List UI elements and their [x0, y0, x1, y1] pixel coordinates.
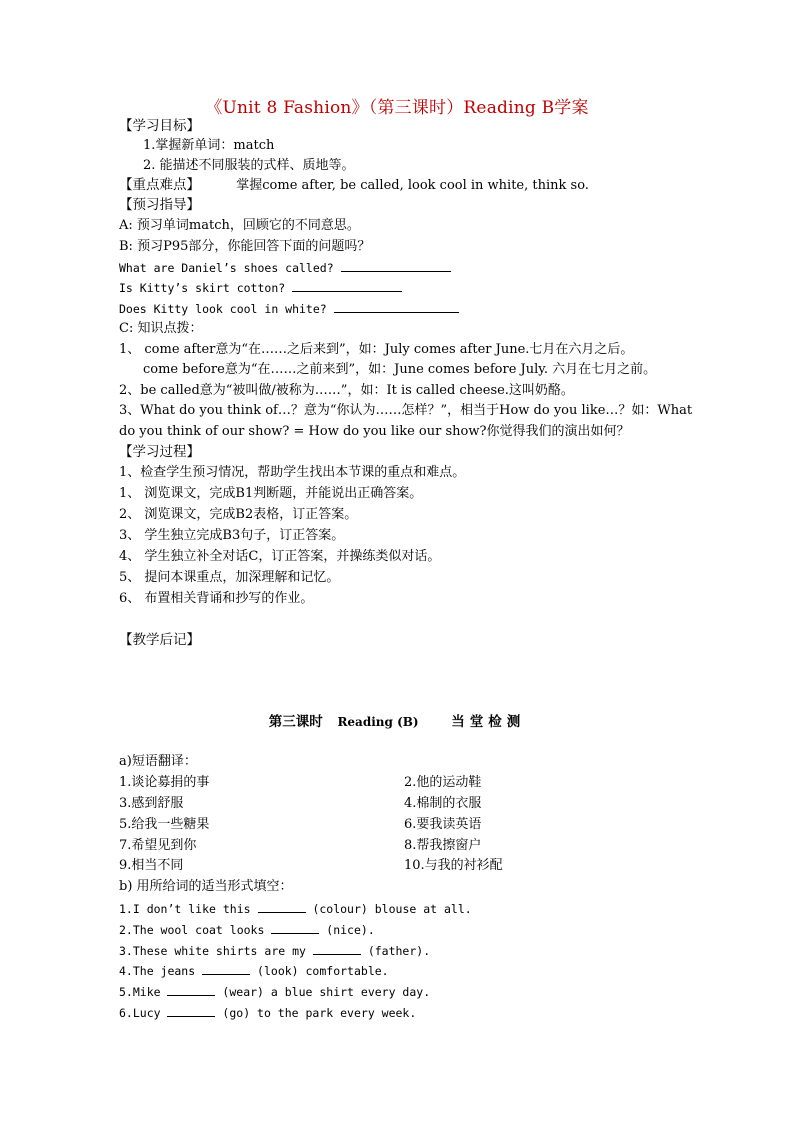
- test-reading: Reading (B): [337, 715, 419, 729]
- preview-c: C: 知识点拨：: [119, 321, 203, 336]
- answer-blank[interactable]: [292, 279, 402, 292]
- phrase-item: 1.谈论募捐的事: [119, 775, 210, 790]
- process-step: 2、 浏览课文，完成B2表格，订正答案。: [119, 507, 358, 522]
- phrase-item: 3.感到舒服: [119, 796, 184, 811]
- fill-item-hint: (go) to the park every week.: [222, 1006, 417, 1020]
- fill-blank[interactable]: [271, 921, 319, 934]
- fill-item: [119, 900, 472, 918]
- phrase-header: a)短语翻译：: [119, 754, 197, 769]
- reflection-header: 【教学后记】: [119, 632, 200, 648]
- key-points-text: 掌握come after, be called, look cool in white, think so.: [236, 178, 589, 193]
- process-step: 4、 学生独立补全对话C，订正答案，并操练类似对话。: [119, 549, 441, 564]
- test-check: 当堂检测: [451, 714, 526, 730]
- test-lesson: 第三课时: [268, 714, 323, 730]
- phrase-item: 7.希望见到你: [119, 838, 197, 853]
- answer-blank[interactable]: [334, 300, 459, 313]
- phrase-item: 4.棉制的衣服: [404, 796, 482, 811]
- phrase-item: 5.给我一些糖果: [119, 817, 210, 832]
- fill-item-text: 6.Lucy: [119, 1006, 161, 1020]
- goal-item: 2. 能描述不同服装的式样、质地等。: [143, 158, 355, 173]
- knowledge-1: 1、 come after意为“在……之后来到”，如：July comes after June.七月在六月之后。: [119, 342, 634, 357]
- fill-item-hint: (nice).: [326, 923, 375, 937]
- goals-header: 【学习目标】: [119, 118, 200, 134]
- key-points-header: 【重点难点】: [119, 177, 200, 193]
- knowledge-3a: 3、What do you think of…？意为“你认为……怎样？”，相当于How do you like…？如：What: [119, 403, 693, 418]
- fill-item-hint: (colour) blouse at all.: [312, 902, 472, 916]
- question-3-text: Does Kitty look cool in white?: [119, 302, 327, 316]
- fill-blank[interactable]: [258, 900, 306, 913]
- phrase-item: 2.他的运动鞋: [404, 775, 482, 790]
- process-step: 6、 布置相关背诵和抄写的作业。: [119, 591, 314, 606]
- phrase-item: 10.与我的衬衫配: [404, 858, 503, 873]
- fill-item: [119, 921, 375, 939]
- test-title: [0, 710, 794, 730]
- knowledge-1b: come before意为“在……之前来到”，如：June comes before July. 六月在七月之前。: [143, 362, 657, 377]
- page-title: 《Unit 8 Fashion》（第三课时）Reading B学案: [205, 98, 589, 118]
- fill-item: [119, 942, 430, 960]
- fill-item-text: 2.The wool coat looks: [119, 923, 265, 937]
- preview-b: B: 预习P95部分，你能回答下面的问题吗？: [119, 239, 371, 254]
- knowledge-2: 2、be called意为“被叫做/被称为……”，如：It is called cheese.这叫奶酪。: [119, 383, 574, 398]
- preview-a: A: 预习单词match，回顾它的不同意思。: [119, 218, 360, 233]
- preview-header: 【预习指导】: [119, 197, 200, 213]
- question-1: [119, 259, 451, 277]
- fill-blank[interactable]: [167, 983, 215, 996]
- knowledge-3b: do you think of our show? = How do you like our show?你觉得我们的演出如何？: [119, 424, 630, 439]
- question-1-text: What are Daniel’s shoes called?: [119, 261, 334, 275]
- process-step: 5、 提问本课重点，加深理解和记忆。: [119, 570, 340, 585]
- fill-item-hint: (father).: [367, 944, 431, 958]
- fill-item-text: 3.These white shirts are my: [119, 944, 306, 958]
- process-step: 3、 学生独立完成B3句子，订正答案。: [119, 528, 345, 543]
- fill-item-text: 5.Mike: [119, 985, 161, 999]
- fill-item-hint: (wear) a blue shirt every day.: [222, 985, 431, 999]
- phrase-item: 9.相当不同: [119, 858, 184, 873]
- fill-item-text: 1.I don’t like this: [119, 902, 251, 916]
- phrase-item: 6.要我读英语: [404, 817, 482, 832]
- fill-item: [119, 1004, 416, 1022]
- process-header: 【学习过程】: [119, 444, 200, 460]
- goal-item: 1.掌握新单词：match: [143, 138, 275, 153]
- question-3: [119, 300, 459, 318]
- process-step: 1、 浏览课文，完成B1判断题，并能说出正确答案。: [119, 486, 423, 501]
- key-points-row: [119, 176, 589, 195]
- fill-header: b) 用所给词的适当形式填空：: [119, 879, 293, 894]
- question-2-text: Is Kitty’s skirt cotton?: [119, 281, 286, 295]
- answer-blank[interactable]: [341, 259, 451, 272]
- fill-blank[interactable]: [202, 962, 250, 975]
- fill-item-text: 4.The jeans: [119, 964, 196, 978]
- fill-item: [119, 962, 389, 980]
- phrase-item: 8.帮我擦窗户: [404, 838, 482, 853]
- question-2: [119, 279, 402, 297]
- fill-blank[interactable]: [167, 1004, 215, 1017]
- fill-item: [119, 983, 430, 1001]
- fill-blank[interactable]: [313, 942, 361, 955]
- fill-item-hint: (look) comfortable.: [257, 964, 389, 978]
- process-step: 1、检查学生预习情况，帮助学生找出本节课的重点和难点。: [119, 465, 466, 480]
